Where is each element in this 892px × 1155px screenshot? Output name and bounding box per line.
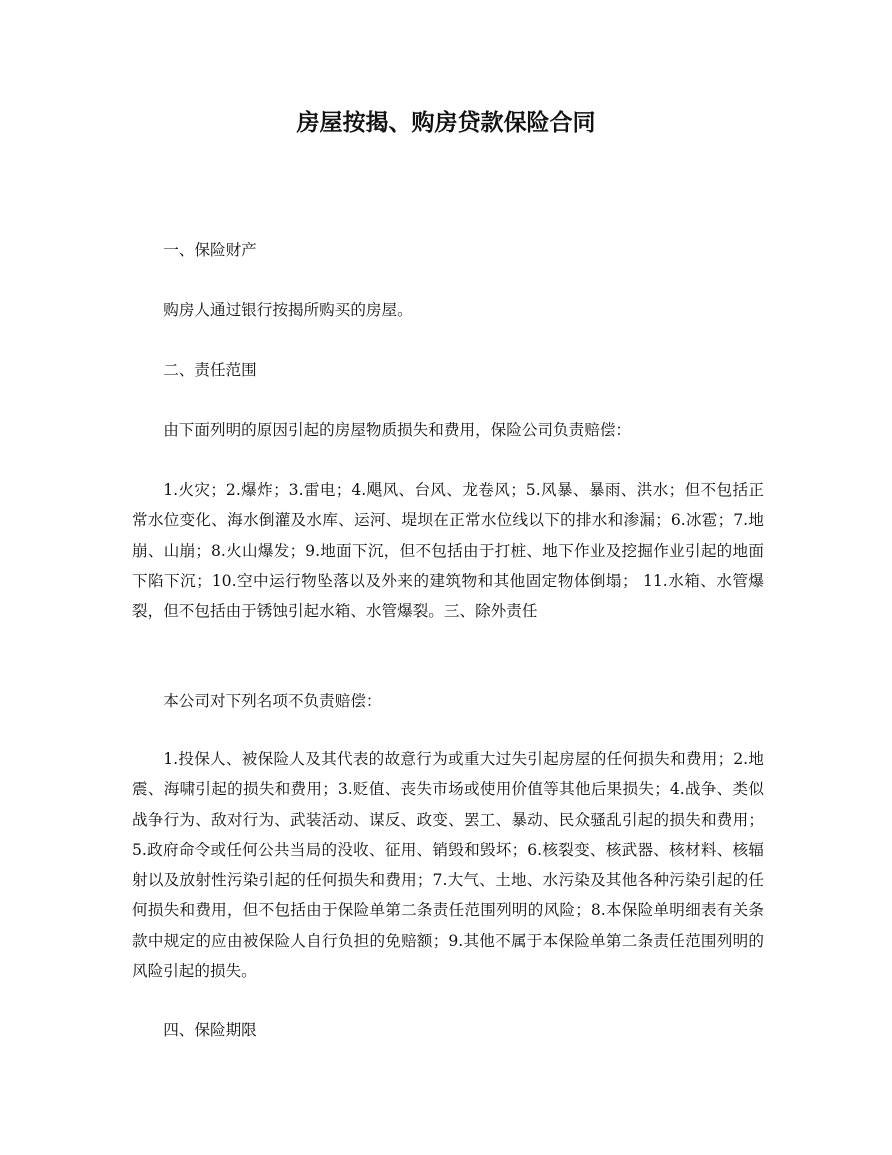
paragraph-exclusions-intro: 本公司对下列名项不负责赔偿： <box>163 692 382 710</box>
document-title: 房屋按揭、购房贷款保险合同 <box>296 110 596 136</box>
paragraph-insured-property: 购房人通过银行按揭所购买的房屋。 <box>163 301 413 319</box>
paragraph-liability-intro: 由下面列明的原因引起的房屋物质损失和费用，保险公司负责赔偿： <box>163 421 632 439</box>
section-heading-insurance-period: 四、保险期限 <box>163 1021 257 1039</box>
section-heading-liability-scope: 二、责任范围 <box>163 361 257 379</box>
paragraph-covered-causes: 1.火灾；2.爆炸；3.雷电；4.飓风、台风、龙卷风；5.风暴、暴雨、洪水；但不包括正常水位变化、海水倒灌及水库、运河、堤坝在正常水位线以下的排水和渗漏；6.冰雹；7.地崩、山崩；8.火山爆发；9.地面下沉，但不包括由于打桩、地下作业及挖掘作业引起的地面下陷下沉；10.空中运行物坠落以及外来的建筑物和其他固定物体倒塌； 11.水箱、水管爆裂，但不包括由于锈蚀引起水箱、水管爆裂。三、除外责任 <box>132 481 764 621</box>
paragraph-exclusions-list: 1.投保人、被保险人及其代表的故意行为或重大过失引起房屋的任何损失和费用；2.地震、海啸引起的损失和费用；3.贬值、丧失市场或使用价值等其他后果损失；4.战争、类似战争行为、敌对行为、武装活动、谋反、政变、罢工、暴动、民众骚乱引起的损失和费用；5.政府命令或任何公共当局的没收、征用、销毁和毁坏；6.核裂变、核武器、核材料、核辐射以及放射性污染引起的任何损失和费用；7.大气、土地、水污染及其他各种污染引起的任何损失和费用，但不包括由于保险单第二条责任范围列明的风险；8.本保险单明细表有关条款中规定的应由被保险人自行负担的免赔额；9.其他不属于本保险单第二条责任范围列明的风险引起的损失。 <box>132 750 764 981</box>
section-heading-insured-property: 一、保险财产 <box>163 241 257 259</box>
